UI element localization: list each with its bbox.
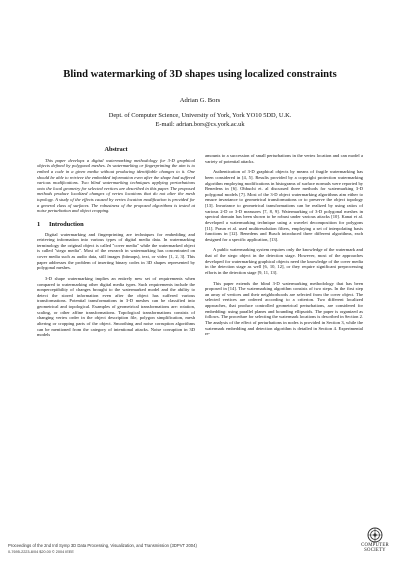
section-heading	[37, 222, 195, 228]
right-column	[205, 153, 363, 342]
affiliation: Dept. of Computer Science, University of York, York YO10 5DD, U.K.	[108, 112, 292, 119]
computer-society-emblem-icon	[367, 527, 383, 543]
paragraph: This paper extends the blind 3-D watermarking methodology that has been proposed in [14]. The watermarking algorithm consists of two steps. In the first step an array of vertices and their neighborhoods are selected from the cover object. The selected vertices are ordered according to a criterion. Two different localized approaches, that produce controlled geometrical perturbations, are considered for embedding: using parallel planes and bounding ellipsoids. The paper is organized as follows. The procedure for selecting the watermark locations is described in Section 2. The analysis of the effect of perturbations in nodes is provided in Section 3, while the watermark embedding and detection algorithm is detailed in Section 4. Experimental re-	[205, 280, 363, 337]
computer-society-logo	[355, 527, 395, 553]
paragraph: A public watermarking system requires only the knowledge of the watermark and that of the stego object in the detection stage. However, most of the approaches developed for watermarking graphical objects need the knowledge of the cover media in the detection stage as well [6, 10, 12], or they require significant preprocessing efforts in the detection stage [9, 11, 13].	[205, 247, 363, 275]
left-column	[37, 147, 195, 343]
author-name: Adrian G. Bors	[179, 97, 221, 104]
logo-text-computer: COMPUTER	[361, 543, 389, 548]
paragraph: Authentication of 3-D graphical objects by means of fragile watermarking has been considered in [4, 5]. Results provided by a copyright protection watermarking algorithm employing modifications in histograms of surface normals were reported by Benedens in [6]. Ohbuchi et. al discussed three methods for watermarking 3-D polygonal models [7]. Most of the 3-D object watermarking algorithms aim either to ensure invariance to geometrical transformations or to preserve the object topology [13]. Invariance to geometrical transformations can be realized by using ratios of various 2-D or 3-D measures [7, 8, 9]. Watermarking of 3-D polygonal meshes in spectral domain has been shown to be robust under various attacks [10]. Kanai et al. developed a watermarking technique using a wavelet decomposition for polygons [11]. Praun et al. used multiresolution filters, employing a set of interpolating basis functions in [12]. Benedens and Busch introduced three different algorithms, each designed for a specific application, [13].	[205, 169, 363, 242]
proceedings-line: Proceedings of the 2nd Intl Symp 3D Data Processing, Visualization, and Transmission (3DPVT 2004)	[8, 543, 197, 548]
isbn-line: 0-7695-2223-8/04 $20.00 © 2004 IEEE	[8, 550, 74, 554]
paper-title: Blind watermarking of 3D shapes using localized constraints	[63, 69, 337, 80]
section-number: 1	[37, 220, 41, 228]
paragraph: amounts to a succession of small perturbations in the vertex location and can model a variety of potential attacks.	[205, 153, 363, 164]
email: E-mail: adrian.bors@cs.york.ac.uk	[155, 121, 245, 128]
affiliation-block	[0, 111, 400, 129]
abstract-text: This paper develops a digital watermarking methodology for 3-D graphical objects defined by polygonal meshes. In watermarking or fingerprinting the aim is to embed a code in a given media without producing identifiable changes to it. One should be able to retrieve the embedded information even after the shape had suffered various modifications. Two blind watermarking techniques applying perturbations onto the local geometry for selected vertices are described in this paper. The proposed methods produce localized changes of vertex locations that do not alter the mesh topology. A study of the effects caused by vertex location modification is provided for a general class of surfaces. The robustness of the proposed algorithms is tested at noise perturbation and object cropping.	[37, 157, 195, 214]
abstract-heading: Abstract	[104, 146, 128, 153]
abstract	[37, 147, 195, 214]
section-title: Introduction	[49, 220, 84, 228]
proceedings-footer	[8, 543, 197, 555]
paragraph: Digital watermarking and fingerprinting are techniques for embedding and retrieving information into various types of digital media data. In watermarking terminology the original object is called "cover media" while the watermarked object is called "stego media". Most of the research in watermarking has concentrated on cover media such as audio data, still images (bitmaps), text, or video [1, 2, 3]. This paper addresses the problem of inserting binary codes in 3D shapes represented by polygonal meshes.	[37, 231, 195, 271]
paragraph: 3-D shape watermarking implies an entirely new set of requirements when compared to watermarking other digital media types. Such requirements include the nonperceptibility of changes brought to the watermarked model and the ability to detect the stored information even after the object has suffered various transformations. Potential transformations in 3-D meshes can be classified into geometrical and topological. Examples of geometrical transformations are: rotation, scaling, or other affine transformations. Topological transformations consists of changing vertex order in the object description file, polygon simplification, mesh altering or cropping parts of the object. Smoothing and noise corruption algorithms can be mentioned from the category of intentional attacks. Noise corruption in 3D models	[37, 275, 195, 338]
logo-text-society: SOCIETY	[364, 548, 386, 553]
